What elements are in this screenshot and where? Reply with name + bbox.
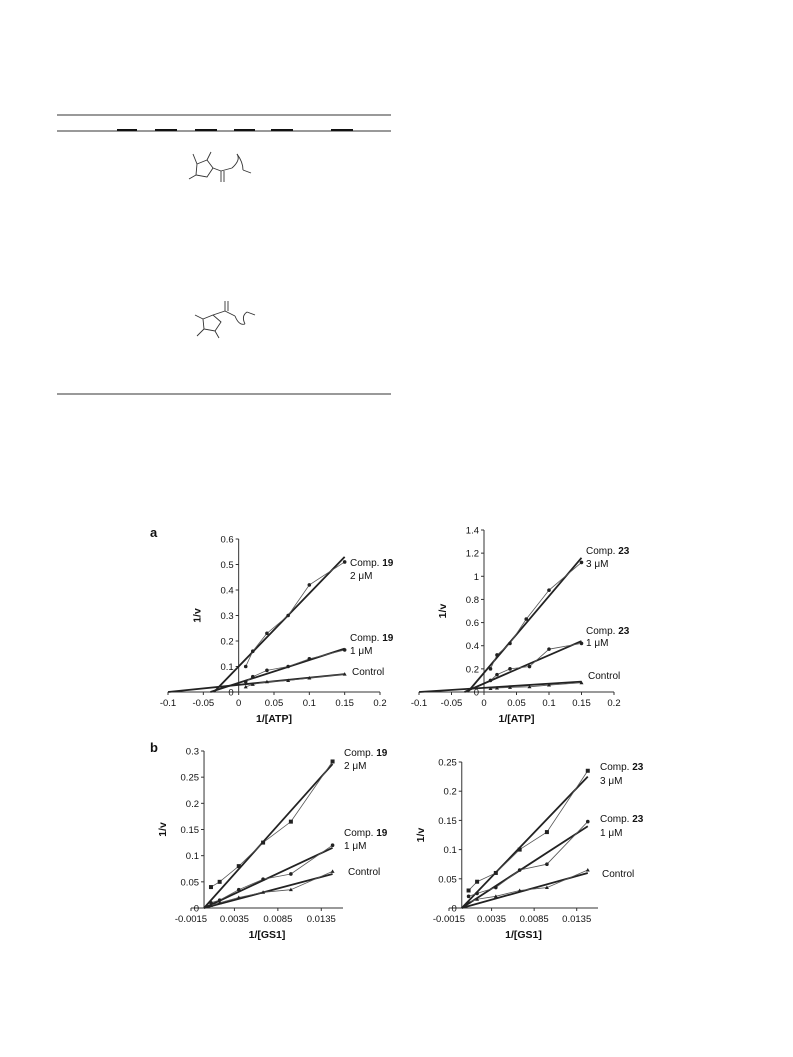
data-point [331, 843, 335, 847]
y-tick-label: 1 [473, 571, 479, 583]
x-tick-label: -0.05 [440, 698, 463, 709]
comp-prefix: Comp. [586, 626, 619, 637]
fit-line [214, 557, 345, 692]
data-point [209, 885, 213, 889]
x-tick-label: 0.1 [302, 698, 316, 709]
y-tick-label: 0.2 [185, 798, 200, 810]
y-tick-label: 0.05 [180, 877, 200, 889]
y-tick-label: 0.2 [465, 664, 479, 676]
comp-prefix: Comp. [350, 633, 383, 644]
data-point [265, 669, 269, 673]
plot-b-left [157, 747, 343, 942]
series-label-a-left-1uM [350, 633, 394, 657]
data-point [237, 888, 241, 892]
series-label-a-right-3uM [586, 546, 630, 570]
x-tick-label: 0.0085 [519, 914, 549, 925]
compound-number: 19 [376, 748, 388, 759]
series-label-a-right-1uM [586, 626, 630, 649]
y-tick-label: 0.6 [220, 534, 234, 546]
data-point [545, 862, 549, 866]
chemical-structure-1 [189, 152, 251, 182]
x-tick-label: 0.0135 [306, 914, 336, 925]
y-tick-label: 0.5 [220, 560, 234, 571]
series-label-b-right-3uM [600, 762, 644, 787]
data-point [244, 665, 248, 669]
data-point [251, 649, 255, 653]
x-tick-label: -0.05 [192, 698, 215, 709]
data-point [494, 871, 498, 875]
y-tick-label: 0.25 [438, 757, 457, 769]
x-tick-label: 0.05 [264, 698, 284, 709]
table-fragment-svg [57, 112, 391, 396]
data-line [469, 870, 588, 902]
data-point [475, 880, 479, 884]
y-tick-label: 0.05 [438, 874, 457, 886]
series-label-b-right-1uM [600, 814, 644, 839]
x-axis-label: 1/[GS1] [248, 929, 286, 941]
comp-prefix: Comp. [350, 558, 383, 569]
fit-line [204, 764, 333, 908]
svg-text:Comp. 19 [350, 558, 394, 569]
comp-prefix: Comp. [586, 546, 619, 557]
data-point [289, 872, 293, 876]
data-point [343, 648, 347, 652]
x-tick-label: 0.15 [572, 698, 591, 709]
compound-number: 23 [618, 626, 630, 637]
svg-text:Comp. 23 [600, 762, 644, 773]
x-axis-label: 1/[ATP] [498, 713, 535, 725]
y-tick-label: 0 [193, 903, 200, 915]
svg-text:Comp. 23 [586, 626, 630, 637]
svg-text:Comp. 19 [344, 748, 388, 759]
y-tick-label: 1.2 [465, 548, 479, 560]
data-point [308, 583, 312, 587]
chemical-structure-2 [195, 301, 255, 338]
y-tick-label: 0.4 [465, 641, 479, 653]
y-tick-label: 0.6 [465, 618, 479, 630]
y-axis-label: 1/v [191, 608, 204, 623]
fit-line [465, 558, 582, 692]
x-tick-label: 0.0035 [477, 914, 507, 925]
data-point [495, 673, 499, 677]
data-point [251, 675, 255, 679]
kinetics-figure [145, 522, 665, 957]
data-point [237, 864, 241, 868]
x-tick-label: -0.0015 [174, 914, 208, 925]
concentration-label: 1 μM [350, 646, 373, 657]
series-label-a-right-control: Control [588, 671, 621, 682]
x-tick-label: 0.0035 [219, 914, 249, 925]
y-tick-label: 0.3 [220, 611, 234, 622]
data-point [489, 667, 493, 671]
compound-number: 23 [632, 762, 644, 773]
y-axis-label: 1/v [157, 822, 170, 837]
data-point [244, 680, 248, 684]
data-line [469, 822, 588, 897]
data-point [467, 895, 471, 899]
data-point [586, 820, 590, 824]
series-label-b-left-control: Control [348, 867, 381, 878]
panel-label-a: a [150, 525, 158, 540]
data-point [528, 665, 532, 669]
data-line [469, 771, 588, 891]
comp-prefix: Comp. [344, 748, 377, 759]
series-label-b-right-control: Control [602, 869, 635, 880]
fit-line [419, 682, 582, 692]
y-tick-label: 0.8 [465, 594, 479, 606]
y-tick-label: 0.3 [185, 746, 200, 758]
y-tick-label: 0.15 [438, 815, 457, 827]
data-point [508, 667, 512, 671]
figure [145, 522, 665, 957]
data-line [246, 562, 345, 667]
data-point [265, 632, 269, 636]
data-point [586, 868, 590, 872]
compound-number: 19 [382, 633, 394, 644]
x-tick-label: 0 [236, 698, 242, 709]
data-point [467, 888, 471, 892]
y-tick-label: 0 [451, 903, 457, 915]
series-label-a-left-control: Control [352, 667, 385, 678]
concentration-label: 2 μM [350, 571, 373, 582]
data-point [475, 892, 479, 896]
data-point [489, 679, 493, 683]
data-point [524, 617, 528, 621]
data-point [261, 877, 265, 881]
y-tick-label: 0.1 [185, 851, 200, 863]
y-tick-label: 0.1 [220, 662, 234, 673]
data-point [495, 653, 499, 657]
y-tick-label: 0 [228, 687, 234, 699]
y-tick-label: 0.1 [443, 845, 457, 857]
series-label-b-left-2uM [344, 748, 388, 772]
x-tick-label: 0.2 [607, 698, 621, 709]
data-line [211, 761, 333, 887]
y-tick-label: 0.4 [220, 585, 234, 597]
fit-line [462, 826, 588, 908]
concentration-label: 1 μM [586, 638, 609, 649]
x-axis-label: 1/[ATP] [256, 713, 292, 725]
y-tick-label: 0.2 [443, 786, 457, 798]
y-tick-label: 0.2 [220, 636, 234, 648]
data-point [547, 647, 551, 651]
svg-text:Comp. 23 [600, 814, 644, 825]
x-tick-label: -0.0015 [432, 914, 466, 925]
x-tick-label: 0 [481, 698, 487, 709]
compound-number: 23 [618, 546, 630, 557]
x-tick-label: 0.2 [373, 698, 387, 709]
series-label-a-left-2uM [350, 558, 394, 582]
panel-label-b: b [150, 740, 158, 755]
concentration-label: 3 μM [586, 559, 609, 570]
concentration-label: 1 μM [344, 841, 367, 852]
data-point [261, 841, 265, 845]
comp-prefix: Comp. [344, 828, 377, 839]
svg-text:Comp. 19 [344, 828, 388, 839]
data-point [494, 886, 498, 890]
data-line [491, 562, 582, 668]
data-point [545, 830, 549, 834]
data-point [286, 614, 290, 618]
data-point [518, 868, 522, 872]
data-point [343, 560, 347, 564]
data-point [518, 848, 522, 852]
data-point [508, 642, 512, 646]
plot-b-right [415, 758, 598, 942]
svg-text:Comp. 19 [350, 633, 394, 644]
data-point [580, 642, 584, 646]
data-point [580, 561, 584, 565]
x-tick-label: 0.05 [507, 698, 526, 709]
data-point [308, 657, 312, 661]
x-tick-label: -0.1 [159, 698, 177, 709]
concentration-label: 1 μM [600, 828, 623, 839]
table-fragment [57, 112, 391, 396]
data-point [331, 869, 335, 873]
data-point [286, 665, 290, 669]
data-point [331, 759, 335, 763]
compound-number: 19 [382, 558, 394, 569]
y-tick-label: 0 [473, 687, 479, 699]
y-axis-label: 1/v [437, 603, 449, 619]
fit-line [462, 777, 588, 908]
x-tick-label: 0.15 [335, 698, 354, 709]
compound-number: 19 [376, 828, 388, 839]
y-tick-label: 1.4 [465, 525, 479, 537]
data-point [218, 880, 222, 884]
comp-prefix: Comp. [600, 814, 633, 825]
data-point [547, 588, 551, 592]
data-point [586, 769, 590, 773]
data-line [246, 650, 345, 682]
concentration-label: 3 μM [600, 776, 623, 787]
y-tick-label: 0.15 [180, 825, 200, 836]
x-tick-label: 0.1 [542, 698, 556, 709]
x-tick-label: 0.0085 [263, 914, 293, 925]
compound-number: 23 [632, 814, 644, 825]
x-axis-label: 1/[GS1] [505, 929, 542, 941]
svg-text:Comp. 23 [586, 546, 630, 557]
comp-prefix: Comp. [600, 762, 633, 773]
x-tick-label: 0.0135 [562, 914, 592, 925]
y-axis-label: 1/v [414, 827, 427, 843]
data-point [289, 820, 293, 824]
x-tick-label: -0.1 [410, 698, 428, 709]
concentration-label: 2 μM [344, 761, 367, 772]
y-tick-label: 0.25 [180, 772, 200, 784]
series-label-b-left-1uM [344, 828, 388, 852]
